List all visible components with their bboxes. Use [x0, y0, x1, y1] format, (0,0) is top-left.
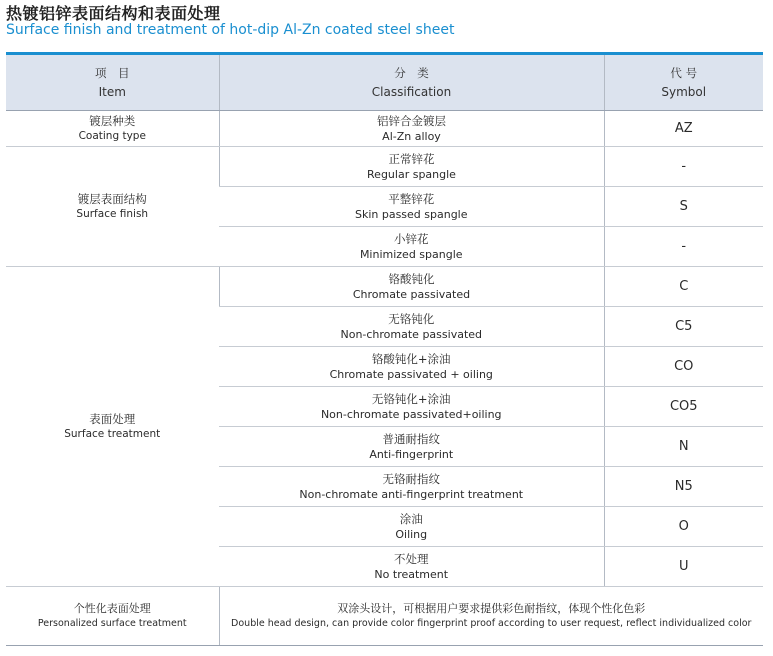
group-coating-type: 镀层种类 Coating type — [6, 111, 219, 147]
symbol-cell: AZ — [604, 111, 763, 147]
group-personalized: 个性化表面处理 Personalized surface treatment — [6, 587, 219, 646]
classification-cell: 无铬耐指纹 Non-chromate anti-fingerprint treatment — [219, 467, 604, 507]
group-surface-finish: 镀层表面结构 Surface finish — [6, 147, 219, 267]
symbol-cell: N5 — [604, 467, 763, 507]
classification-cell: 小锌花 Minimized spangle — [219, 227, 604, 267]
classification-cell: 不处理 No treatment — [219, 547, 604, 587]
classification-cell: 无铬钝化+涂油 Non-chromate passivated+oiling — [219, 387, 604, 427]
symbol-cell: C — [604, 267, 763, 307]
symbol-cell: O — [604, 507, 763, 547]
header-classification: 分 类 Classification — [219, 55, 604, 111]
header-item: 项 目 Item — [6, 55, 219, 111]
page-subtitle: Surface finish and treatment of hot-dip Al-Zn coated steel sheet — [6, 22, 455, 38]
symbol-cell: N — [604, 427, 763, 467]
classification-cell: 涂油 Oiling — [219, 507, 604, 547]
group-surface-treatment: 表面处理 Surface treatment — [6, 267, 219, 587]
classification-cell: 铝锌合金镀层 Al-Zn alloy — [219, 111, 604, 147]
symbol-cell: U — [604, 547, 763, 587]
symbol-cell: - — [604, 227, 763, 267]
symbol-cell: C5 — [604, 307, 763, 347]
table-row — [6, 147, 763, 187]
page-title: 热镀铝锌表面结构和表面处理 — [6, 4, 221, 23]
header-symbol: 代 号 Symbol — [604, 55, 763, 111]
personalized-description: 双涂头设计，可根据用户要求提供彩色耐指纹，体现个性化色彩 Double head design, can provide color fingerprint proof according to user request, reflect individualized color — [219, 587, 763, 646]
classification-cell: 平整锌花 Skin passed spangle — [219, 187, 604, 227]
classification-cell: 无铬钝化 Non-chromate passivated — [219, 307, 604, 347]
classification-cell: 铬酸钝化 Chromate passivated — [219, 267, 604, 307]
table-row — [6, 587, 763, 646]
classification-cell: 普通耐指纹 Anti-fingerprint — [219, 427, 604, 467]
symbol-cell: CO — [604, 347, 763, 387]
table-row — [6, 111, 763, 147]
classification-cell: 正常锌花 Regular spangle — [219, 147, 604, 187]
symbol-cell: - — [604, 147, 763, 187]
table-row — [6, 267, 763, 307]
symbol-cell: S — [604, 187, 763, 227]
spec-table — [6, 55, 763, 646]
table-header-row — [6, 55, 763, 111]
symbol-cell: CO5 — [604, 387, 763, 427]
classification-cell: 铬酸钝化+涂油 Chromate passivated + oiling — [219, 347, 604, 387]
